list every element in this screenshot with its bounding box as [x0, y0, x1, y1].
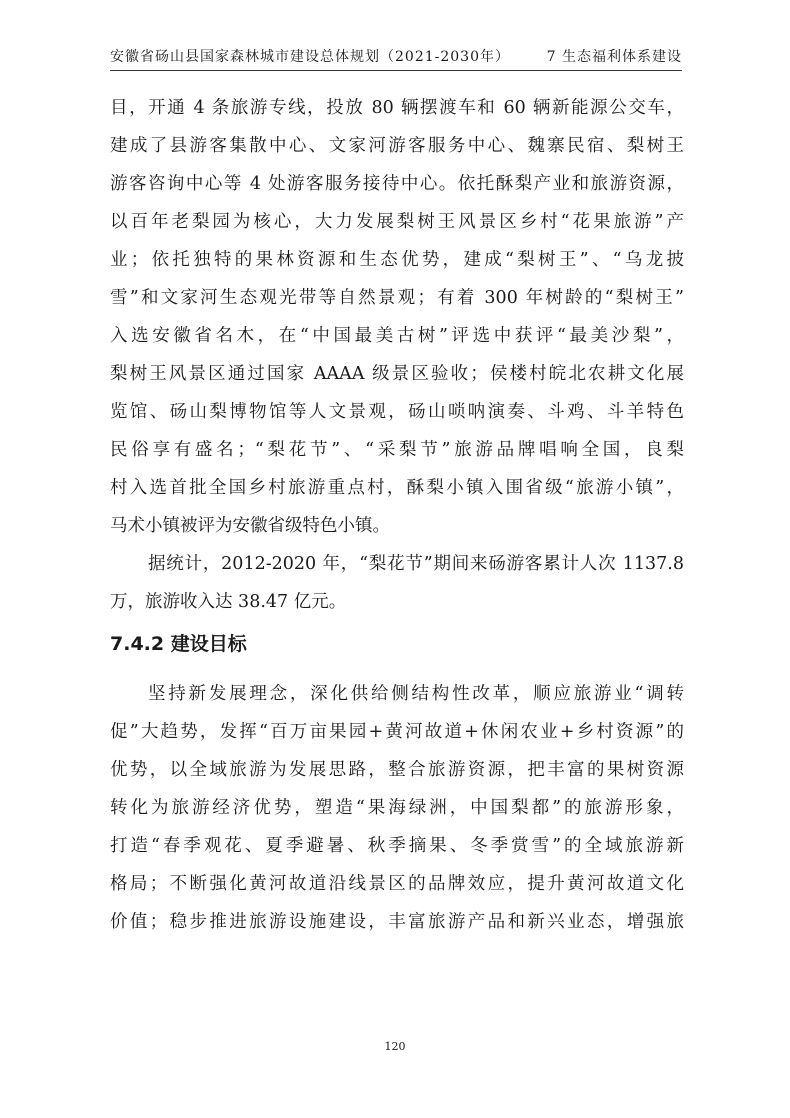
text-line: 促”大趋势，发挥“百万亩果园+黄河故道+休闲农业+乡村资源”的 — [110, 722, 684, 742]
text-line: 格局；不断强化黄河故道沿线景区的品牌效应，提升黄河故道文化 — [110, 874, 684, 894]
text-line: 坚持新发展理念，深化供给侧结构性改革，顺应旅游业“调转 — [148, 684, 684, 704]
text-line: 览馆、砀山梨博物馆等人文景观，砀山唢呐演奏、斗鸡、斗羊特色 — [110, 402, 684, 422]
text-line: 价值；稳步推进旅游设施建设，丰富旅游产品和新兴业态，增强旅 — [110, 912, 684, 932]
paragraph-construction-goals — [110, 681, 684, 935]
text-line: 优势，以全域旅游为发展思路，整合旅游资源，把丰富的果树资源 — [110, 760, 684, 780]
paragraph-tourism-facilities — [110, 95, 684, 539]
text-line: 业；依托独特的果林资源和生态优势，建成“梨树王”、“乌龙披 — [110, 250, 684, 270]
header-document-title: 安徽省砀山县国家森林城市建设总体规划（2021-2030年） — [110, 49, 510, 65]
page-body — [110, 95, 684, 947]
text-line: 打造“春季观花、夏季避暑、秋季摘果、冬季赏雪”的全域旅游新 — [110, 836, 684, 856]
paragraph-statistics — [110, 551, 684, 615]
text-line: 雪”和文家河生态观光带等自然景观；有着 300 年树龄的“梨树王” — [110, 288, 684, 308]
text-line: 以百年老梨园为核心，大力发展梨树王风景区乡村“花果旅游”产 — [110, 212, 684, 232]
text-line: 村入选首批全国乡村旅游重点村，酥梨小镇入围省级“旅游小镇”， — [110, 478, 684, 498]
text-line: 民俗享有盛名；“梨花节”、“采梨节”旅游品牌唱响全国，良梨 — [110, 440, 684, 460]
page-number: 120 — [384, 1040, 406, 1053]
header-chapter-title: 7 生态福利体系建设 — [546, 49, 682, 65]
page-header — [110, 40, 682, 71]
text-line: 梨树王风景区通过国家 AAAA 级景区验收；侯楼村皖北农耕文化展 — [110, 364, 684, 384]
text-line: 马术小镇被评为安徽省级特色小镇。 — [110, 516, 390, 536]
text-line: 游客咨询中心等 4 处游客服务接待中心。依托酥梨产业和旅游资源， — [110, 174, 684, 194]
text-line: 建成了县游客集散中心、文家河游客服务中心、魏寨民宿、梨树王 — [110, 136, 684, 156]
text-line: 目，开通 4 条旅游专线，投放 80 辆摆渡车和 60 辆新能源公交车， — [110, 98, 684, 118]
text-line: 据统计，2012-2020 年，“梨花节”期间来砀游客累计人次 1137.8 — [148, 554, 684, 574]
text-line: 转化为旅游经济优势，塑造“果海绿洲，中国梨都”的旅游形象， — [110, 798, 684, 818]
section-heading: 7.4.2 建设目标 — [110, 633, 247, 655]
text-line: 入选安徽省名木，在“中国最美古树”评选中获评“最美沙梨”， — [110, 326, 684, 346]
text-line: 万，旅游收入达 38.47 亿元。 — [110, 592, 347, 612]
